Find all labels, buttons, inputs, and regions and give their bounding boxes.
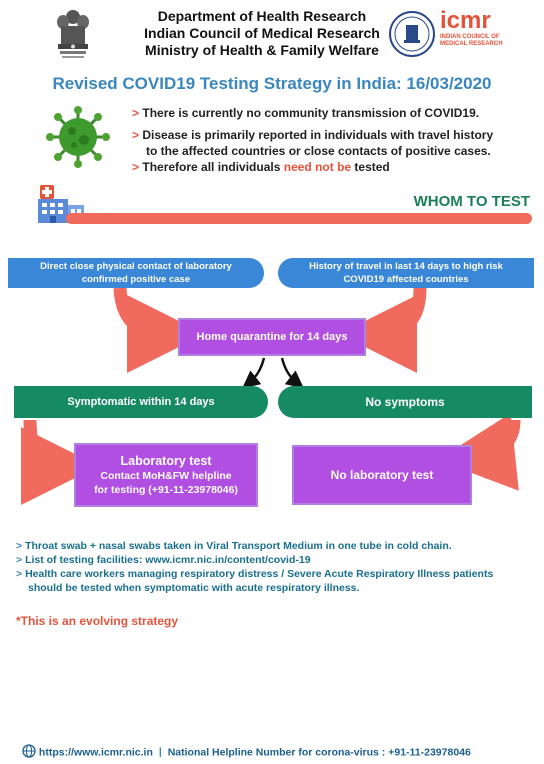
icmr-logo: icmr INDIAN COUNCIL OF MEDICAL RESEARCH [440, 7, 503, 47]
note-1: > Throat swab + nasal swabs taken in Viral Transport Medium in one tube in cold chain. [16, 540, 452, 552]
laboratory-test-box: Laboratory test Contact MoH&FW helpline for testing (+91-11-23978046) [74, 443, 258, 507]
header-line-2: Indian Council of Medical Research [144, 25, 380, 41]
header-line-1: Department of Health Research [157, 8, 367, 24]
arrow-contact-to-quarantine [120, 288, 166, 334]
globe-icon [22, 744, 36, 761]
arrow-nosymptoms-to-nolab [476, 420, 514, 456]
footer-url-link[interactable]: https://www.icmr.nic.in [38, 746, 153, 759]
header-line-3: Ministry of Health & Family Welfare [145, 42, 379, 58]
arrow-travel-to-quarantine [378, 288, 420, 334]
footer [22, 744, 471, 761]
page-title: Revised COVID19 Testing Strategy in India: 16/03/2020 [52, 74, 492, 93]
need-not-be-emphasis: need not be [283, 160, 352, 174]
footer-separator: | [158, 746, 162, 759]
intro-bullet-1: > There is currently no community transmission of COVID19. [132, 106, 480, 120]
evolving-note: *This is an evolving strategy [16, 614, 179, 628]
home-quarantine-box: Home quarantine for 14 days [178, 318, 366, 356]
arrow-symptomatic-to-lab [30, 420, 60, 466]
intro-bullet-2-cont: to the affected countries or close contacts of positive cases. [146, 144, 491, 158]
whom-to-test-heading: WHOM TO TEST [413, 193, 530, 210]
note-2: > List of testing facilities: www.icmr.nic.in/content/covid-19 [16, 554, 311, 566]
travel-pill: History of travel in last 14 days to high risk COVID19 affected countries [278, 258, 534, 288]
contact-pill: Direct close physical contact of laboratory confirmed positive case [8, 258, 264, 288]
arrow-quarantine-right [282, 358, 296, 382]
arrow-quarantine-left [250, 358, 264, 382]
no-laboratory-test-box: No laboratory test [292, 445, 472, 505]
symptomatic-pill: Symptomatic within 14 days [14, 386, 268, 418]
footer-helpline: National Helpline Number for corona-virus : +91-11-23978046 [167, 746, 471, 759]
note-3-cont: should be tested when symptomatic with acute respiratory illness. [28, 582, 360, 594]
note-3: > Health care workers managing respiratory distress / Severe Acute Respiratory Illness patients [16, 568, 494, 580]
no-symptoms-pill: No symptoms [278, 386, 532, 418]
intro-bullet-3: > Therefore all individuals need not be tested [132, 160, 390, 174]
intro-bullet-2: > Disease is primarily reported in individuals with travel history [132, 128, 494, 142]
